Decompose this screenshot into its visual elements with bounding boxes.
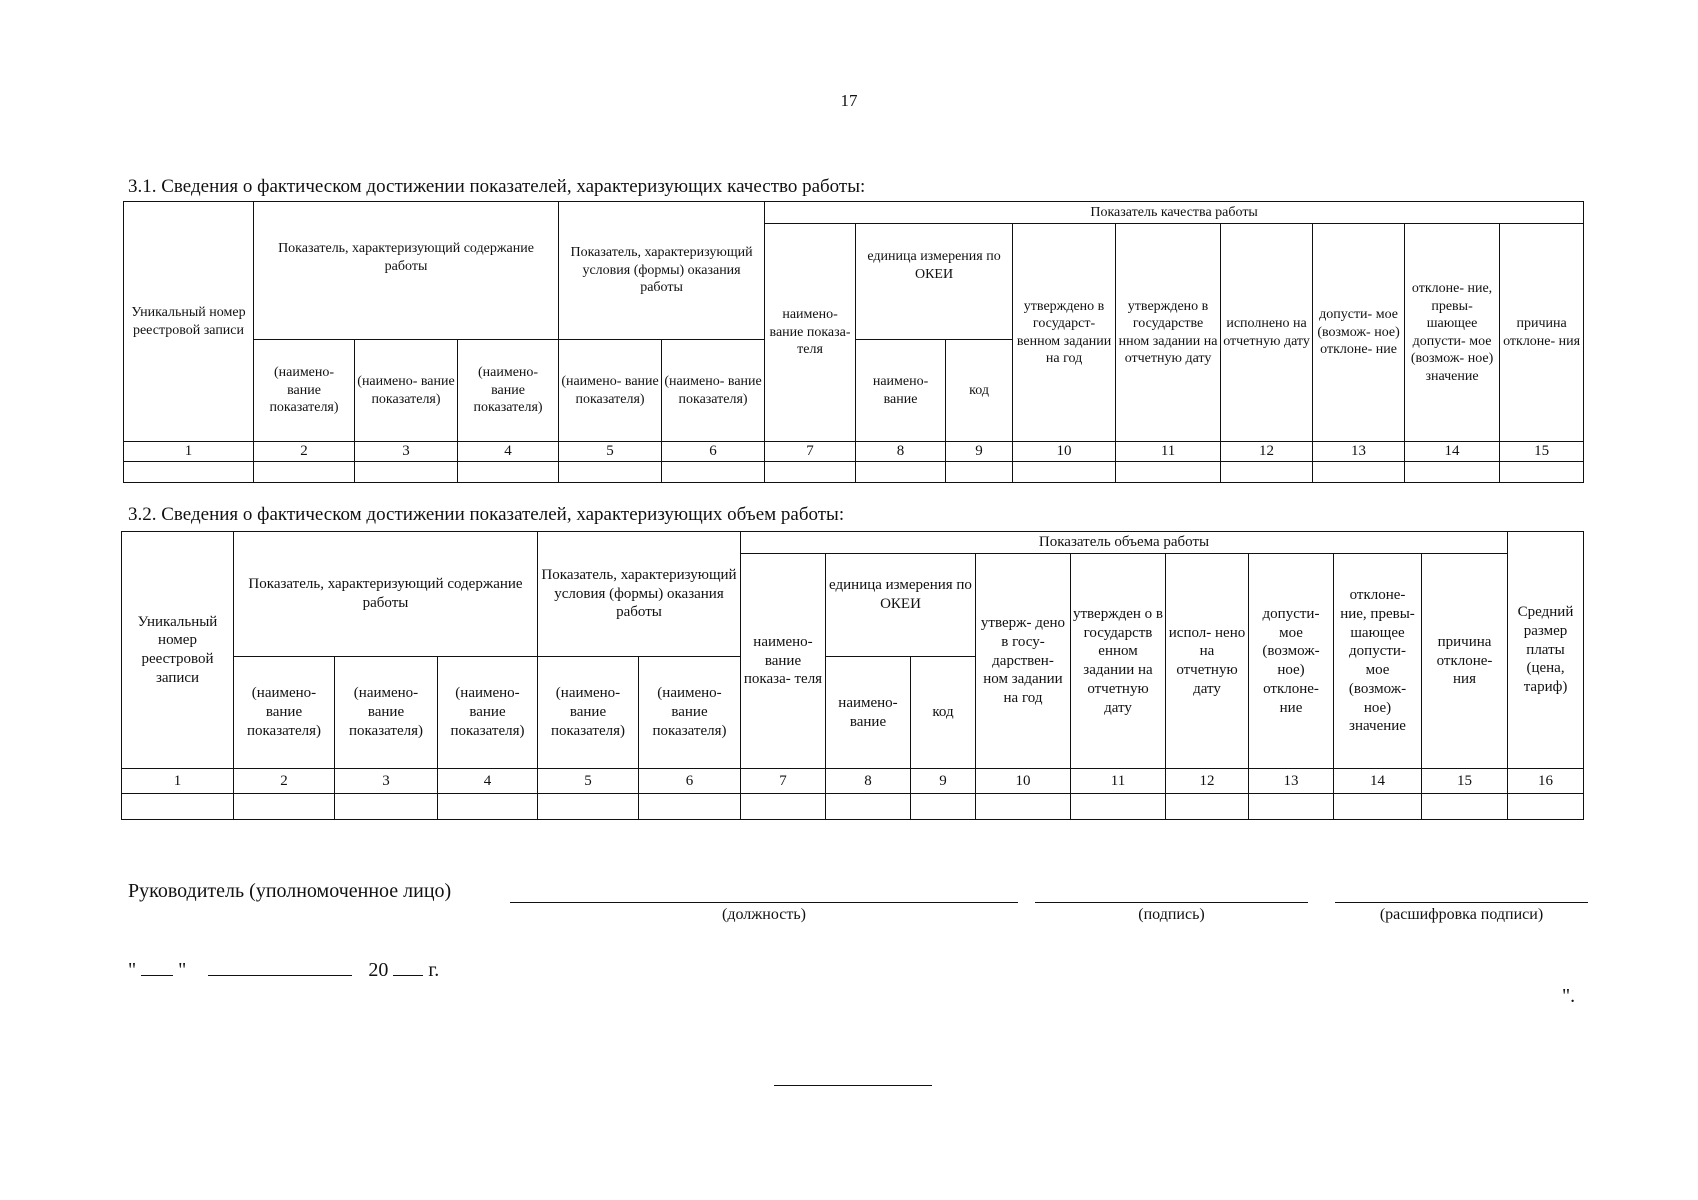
indicator-subname-header: (наимено- вание показателя) xyxy=(538,657,639,769)
empty-cell[interactable] xyxy=(1013,461,1116,482)
table-row xyxy=(122,794,1584,820)
column-number: 12 xyxy=(1221,442,1313,462)
empty-cell[interactable] xyxy=(124,461,254,482)
empty-cell[interactable] xyxy=(1405,461,1500,482)
signature-line[interactable] xyxy=(1035,902,1308,903)
column-number: 15 xyxy=(1500,442,1584,462)
year-prefix: 20 xyxy=(368,959,389,981)
empty-cell[interactable] xyxy=(662,461,765,482)
allowed-deviation-header: допусти- мое (возмож- ное) отклоне- ние xyxy=(1249,554,1334,769)
indicator-subname-header: (наимено- вание показателя) xyxy=(639,657,741,769)
closing-quote-mark: ". xyxy=(1562,985,1576,1007)
empty-cell[interactable] xyxy=(538,794,639,820)
column-number: 11 xyxy=(1116,442,1221,462)
indicator-subname-header: (наимено- вание показателя) xyxy=(662,340,765,442)
column-number: 3 xyxy=(355,442,458,462)
column-number: 16 xyxy=(1508,769,1584,794)
content-indicator-group-header: Показатель, характеризующий содержание работы xyxy=(254,202,559,340)
deviation-reason-header: причина отклоне- ния xyxy=(1422,554,1508,769)
day-blank[interactable] xyxy=(141,957,173,976)
unique-number-header: Уникальный номер реестровой записи xyxy=(122,532,234,769)
date-line xyxy=(128,957,439,982)
column-number: 4 xyxy=(458,442,559,462)
executed-header: исполнено на отчетную дату xyxy=(1221,224,1313,442)
empty-cell[interactable] xyxy=(559,461,662,482)
okei-name-header: наимено- вание xyxy=(826,657,911,769)
indicator-subname-header: (наимено- вание показателя) xyxy=(234,657,335,769)
exceeding-deviation-header: отклоне- ние, превы- шающее допусти- мое (возмож- ное) значение xyxy=(1405,224,1500,442)
conditions-indicator-group-header: Показатель, характеризующий условия (формы) оказания работы xyxy=(559,202,765,340)
empty-cell[interactable] xyxy=(1116,461,1221,482)
volume-indicator-group-header: Показатель объема работы xyxy=(741,532,1508,554)
empty-cell[interactable] xyxy=(765,461,856,482)
okei-unit-group-header: единица измерения по ОКЕИ xyxy=(826,554,976,657)
approved-year-header: утверждено в государст- венном задании на год xyxy=(1013,224,1116,442)
empty-cell[interactable] xyxy=(1166,794,1249,820)
column-number: 11 xyxy=(1071,769,1166,794)
column-number: 14 xyxy=(1334,769,1422,794)
volume-indicators-table xyxy=(121,531,1584,820)
empty-cell[interactable] xyxy=(122,794,234,820)
conditions-indicator-group-header: Показатель, характеризующий условия (формы) оказания работы xyxy=(538,532,741,657)
column-number: 4 xyxy=(438,769,538,794)
unique-number-header: Уникальный номер реестровой записи xyxy=(124,202,254,442)
indicator-name-header: наимено- вание показа- теля xyxy=(765,224,856,442)
column-number: 1 xyxy=(124,442,254,462)
column-number: 8 xyxy=(826,769,911,794)
column-number: 7 xyxy=(765,442,856,462)
empty-cell[interactable] xyxy=(946,461,1013,482)
column-number: 15 xyxy=(1422,769,1508,794)
empty-cell[interactable] xyxy=(234,794,335,820)
content-indicator-group-header: Показатель, характеризующий содержание работы xyxy=(234,532,538,657)
average-fee-header: Средний размер платы (цена, тариф) xyxy=(1508,532,1584,769)
empty-cell[interactable] xyxy=(335,794,438,820)
allowed-deviation-header: допусти- мое (возмож- ное) отклоне- ние xyxy=(1313,224,1405,442)
indicator-subname-header: (наимено- вание показателя) xyxy=(254,340,355,442)
column-number: 5 xyxy=(559,442,662,462)
signature-decode-caption: (расшифровка подписи) xyxy=(1379,906,1544,923)
deviation-reason-header: причина отклоне- ния xyxy=(1500,224,1584,442)
approved-report-date-header: утвержден о в государств енном задании на отчетную дату xyxy=(1071,554,1166,769)
empty-cell[interactable] xyxy=(1334,794,1422,820)
indicator-subname-header: (наимено- вание показателя) xyxy=(458,340,559,442)
empty-cell[interactable] xyxy=(1422,794,1508,820)
column-number: 7 xyxy=(741,769,826,794)
approved-year-header: утверж- дено в госу- дарствен- ном задании на год xyxy=(976,554,1071,769)
executed-header: испол- нено на отчетную дату xyxy=(1166,554,1249,769)
okei-name-header: наимено- вание xyxy=(856,340,946,442)
column-number: 3 xyxy=(335,769,438,794)
signature-decode-line[interactable] xyxy=(1335,902,1588,903)
empty-cell[interactable] xyxy=(1500,461,1584,482)
month-blank[interactable] xyxy=(208,957,352,976)
empty-cell[interactable] xyxy=(911,794,976,820)
indicator-subname-header: (наимено- вание показателя) xyxy=(559,340,662,442)
section-2-title: 3.2. Сведения о фактическом достижении показателей, характеризующих объем работы: xyxy=(128,504,845,525)
empty-cell[interactable] xyxy=(254,461,355,482)
okei-code-header: код xyxy=(911,657,976,769)
empty-cell[interactable] xyxy=(856,461,946,482)
indicator-subname-header: (наимено- вание показателя) xyxy=(355,340,458,442)
column-number: 6 xyxy=(662,442,765,462)
empty-cell[interactable] xyxy=(1508,794,1584,820)
table-row xyxy=(124,461,1584,482)
section-1-title: 3.1. Сведения о фактическом достижении показателей, характеризующих качество работы: xyxy=(128,176,866,197)
year-blank[interactable] xyxy=(393,957,423,976)
column-number: 14 xyxy=(1405,442,1500,462)
empty-cell[interactable] xyxy=(438,794,538,820)
column-number: 1 xyxy=(122,769,234,794)
column-number: 6 xyxy=(639,769,741,794)
column-number: 10 xyxy=(976,769,1071,794)
quality-indicators-table xyxy=(123,201,1584,483)
indicator-name-header: наимено- вание показа- теля xyxy=(741,554,826,769)
column-number: 8 xyxy=(856,442,946,462)
column-number: 9 xyxy=(911,769,976,794)
empty-cell[interactable] xyxy=(355,461,458,482)
date-quote-open: " xyxy=(128,959,137,981)
column-number: 13 xyxy=(1313,442,1405,462)
empty-cell[interactable] xyxy=(639,794,741,820)
column-number: 9 xyxy=(946,442,1013,462)
page-number: 17 xyxy=(840,91,858,110)
signature-caption: (подпись) xyxy=(1138,906,1205,923)
position-caption: (должность) xyxy=(722,906,806,923)
empty-cell[interactable] xyxy=(1249,794,1334,820)
empty-cell[interactable] xyxy=(976,794,1071,820)
empty-cell[interactable] xyxy=(458,461,559,482)
empty-cell[interactable] xyxy=(1071,794,1166,820)
column-number: 10 xyxy=(1013,442,1116,462)
signatory-label: Руководитель (уполномоченное лицо) xyxy=(128,880,452,902)
exceeding-deviation-header: отклоне- ние, превы- шающее допусти- мое (возмож- ное) значение xyxy=(1334,554,1422,769)
footnote-separator xyxy=(774,1085,932,1086)
year-suffix: г. xyxy=(428,959,440,981)
indicator-subname-header: (наимено- вание показателя) xyxy=(335,657,438,769)
okei-unit-group-header: единица измерения по ОКЕИ xyxy=(856,224,1013,340)
position-signature-line[interactable] xyxy=(510,902,1018,903)
empty-cell[interactable] xyxy=(1313,461,1405,482)
empty-cell[interactable] xyxy=(1221,461,1313,482)
column-number: 2 xyxy=(254,442,355,462)
column-number: 12 xyxy=(1166,769,1249,794)
date-quote-close: " xyxy=(178,959,187,981)
empty-cell[interactable] xyxy=(741,794,826,820)
indicator-subname-header: (наимено- вание показателя) xyxy=(438,657,538,769)
quality-indicator-group-header: Показатель качества работы xyxy=(765,202,1584,224)
column-number: 5 xyxy=(538,769,639,794)
column-number: 2 xyxy=(234,769,335,794)
column-number: 13 xyxy=(1249,769,1334,794)
okei-code-header: код xyxy=(946,340,1013,442)
empty-cell[interactable] xyxy=(826,794,911,820)
approved-report-date-header: утверждено в государстве нном задании на отчетную дату xyxy=(1116,224,1221,442)
